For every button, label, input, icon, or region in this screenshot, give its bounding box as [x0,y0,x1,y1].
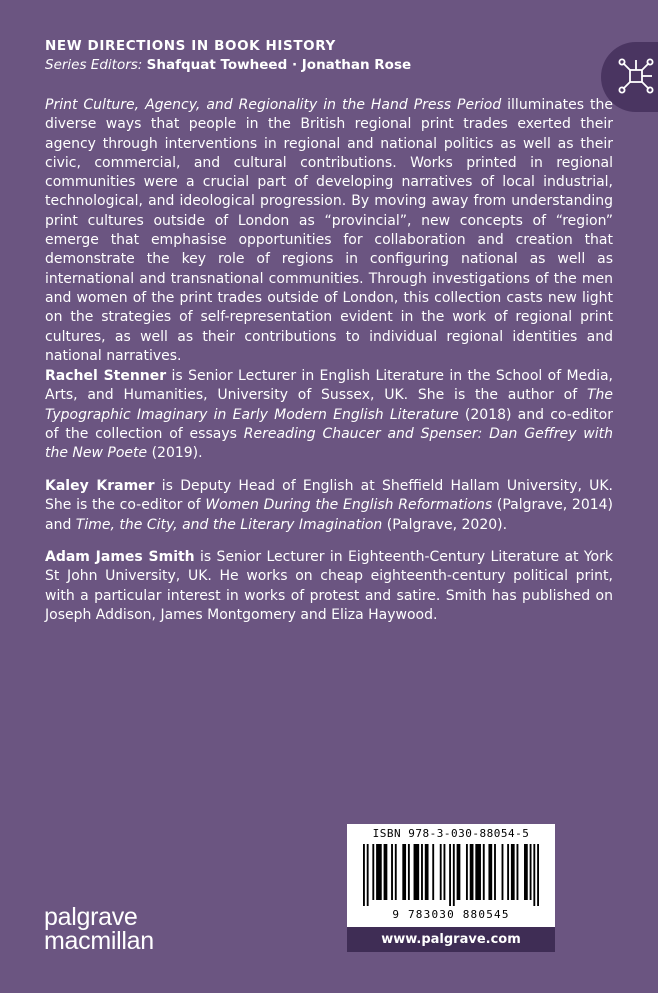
series-editors-label: Series Editors: [45,57,143,73]
barcode-bar [444,844,446,900]
barcode-bar [483,844,485,900]
publisher-url[interactable]: www.palgrave.com [347,927,555,952]
isbn-text: ISBN 978-3-030-88054-5 [372,827,530,840]
barcode-bar [533,844,535,906]
barcode-bar [376,844,382,900]
barcode-bar [363,844,365,906]
description-body: illuminates the diverse ways that people in the British regional print trades exerted their agency through interventions in regional and national politics as well as their civic, commercial, and cultural contributions. Works printed in regional communities were a crucial part of developing narratives of local industrial, technological, and ideological progression. By moving away from understanding print cultures outside of London as “provincial”, new concepts of “region” emerge that emphasise opportunities for collaboration and creation that demonstrate the key role of regions in configuring national as well as international and transnational communities. Through investigations of the men and women of the print trades outside of London, this collection casts new light on the strategies of self-representation evident in the work of regional print cultures, as well as their contributions to individual regional identities and national narratives. [45,97,613,364]
barcode-bar [502,844,504,900]
barcode-bar [395,844,397,900]
bio-work-title: Time, the City, and the Literary Imagination [75,516,383,533]
barcode-bar [421,844,423,900]
barcode-bar [384,844,388,900]
barcode-bar [372,844,374,900]
barcode-bar [524,844,528,900]
barcode-bar [470,844,474,900]
bio-text: (2019). [147,445,203,462]
bio-text: is Deputy Head of English at Sheffield Hallam University, UK. She is the co-editor of [45,478,614,514]
bio-work-title: Women During the English Reformations [205,497,493,514]
publisher-name-line1: palgrave [44,903,138,931]
bio-text: (Palgrave, 2020). [382,516,508,533]
barcode-bar [453,844,455,906]
barcode-bars [363,844,539,906]
barcode-bar [475,844,481,900]
author-bio-kramer [45,477,613,535]
barcode-box [347,824,555,927]
series-title: NEW DIRECTIONS IN BOOK HISTORY [45,38,336,54]
barcode-bar [488,844,492,900]
book-title: Print Culture, Agency, and Regionality in the Hand Press Period [45,97,502,113]
barcode-bar [511,844,515,900]
author-name: Adam James Smith [45,549,195,565]
barcode-bar [494,844,496,900]
barcode-bar [408,844,410,900]
barcode-bar [530,844,532,900]
barcode-bar [440,844,442,900]
barcode-bar [517,844,519,900]
book-description [45,96,613,366]
barcode-bar [367,844,369,906]
barcode-bar [449,844,451,906]
barcode-bar [432,844,434,900]
publisher-name-line2: macmillan [44,927,154,955]
author-bio-stenner [45,367,613,463]
barcode-bar [507,844,509,900]
publisher-logo [44,905,154,953]
bio-text: is Senior Lecturer in English Literature in the School of Media, Arts, and Humanities, University of Sussex, UK. She is the author of [45,368,614,404]
bio-text: is Senior Lecturer in Eighteenth-Century Literature at York St John University, UK. He works on cheap eighteenth-century political print, with a particular interest in works of protest and satire. Smith has published on Joseph Addison, James Montgomery and Eliza Haywood. [45,549,613,623]
barcode-bar [402,844,406,900]
barcode-digits: 9 783030 880545 [392,908,510,921]
bio-text: (Palgrave, 2014) and [45,497,613,533]
series-editors-names: Shafquat Towheed · Jonathan Rose [146,57,412,73]
barcode-bar [391,844,393,900]
barcode-bar [537,844,539,906]
author-name: Kaley Kramer [45,478,155,494]
bio-work-title: The Typographic Imaginary in Early Modern English Literature [45,387,613,423]
author-name: Rachel Stenner [45,368,167,384]
network-node-icon [616,56,656,96]
series-editors [45,57,411,73]
bio-work-title: Rereading Chaucer and Spenser: Dan Geffrey with the New Poete [45,425,614,462]
bio-text: (2018) and co-editor of the collection of essays [45,406,613,442]
author-bio-smith [45,548,613,625]
barcode-bar [414,844,420,900]
barcode-bar [457,844,461,900]
barcode-bar [425,844,429,900]
barcode-bar [466,844,468,900]
